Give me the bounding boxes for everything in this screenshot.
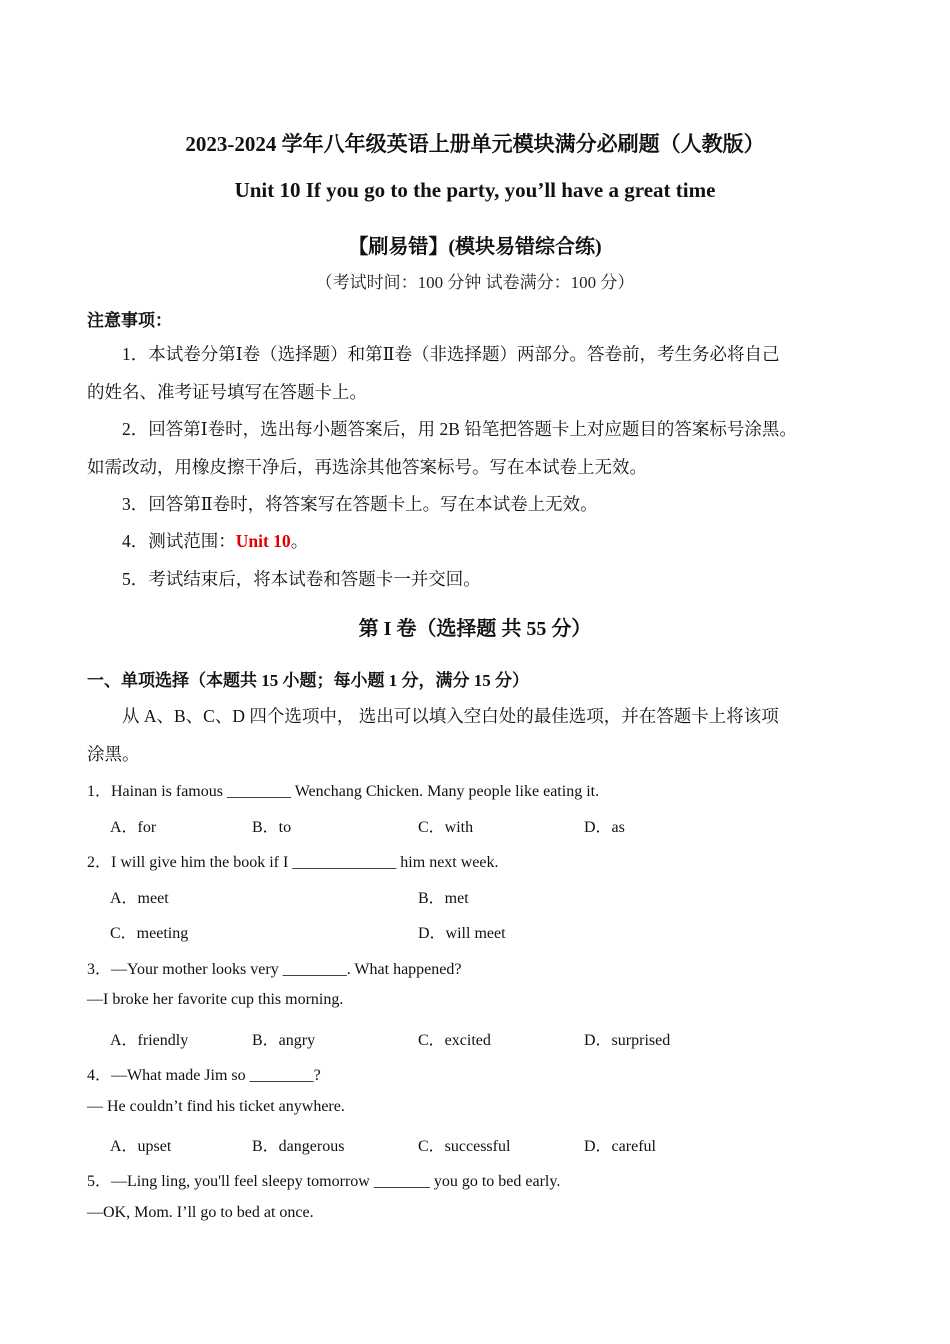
- question-3-stem: 3．—Your mother looks very ________. What happened?: [87, 961, 462, 978]
- note-item-4-suffix: 。: [290, 531, 309, 551]
- note-item-5: 5．考试结束后，将本试卷和答题卡一并交回。: [122, 569, 481, 589]
- question-5-reply: —OK, Mom. I’ll go to bed at once.: [87, 1204, 314, 1221]
- instruction-line-2: 涂黑。: [87, 744, 140, 764]
- document-title: 2023-2024 学年八年级英语上册单元模块满分必刷题（人教版）: [185, 132, 765, 156]
- note-item-3: 3．回答第Ⅱ卷时，将答案写在答题卡上。写在本试卷上无效。: [122, 494, 598, 514]
- question-2-option-b: B．met: [418, 890, 469, 907]
- note-item-2-line-1: 2．回答第Ⅰ卷时，选出每小题答案后，用 2B 铅笔把答题卡上对应题目的答案标号涂黑。: [122, 419, 797, 439]
- question-4-option-b: B．dangerous: [252, 1138, 345, 1155]
- question-2-option-c: C．meeting: [110, 925, 189, 942]
- note-item-1-line-2: 的姓名、准考证号填写在答题卡上。: [87, 382, 367, 402]
- question-1-option-b: B．to: [252, 819, 292, 836]
- unit-title: Unit 10 If you go to the party, you’ll have a great time: [234, 178, 716, 202]
- question-4-stem: 4．—What made Jim so ________?: [87, 1067, 321, 1084]
- question-1-option-c: C．with: [418, 819, 474, 836]
- module-title: 【刷易错】(模块易错综合练): [348, 236, 602, 258]
- note-item-4-prefix: 4．测试范围：: [122, 531, 236, 551]
- note-item-2-line-2: 如需改动，用橡皮擦干净后，再选涂其他答案标号。写在本试卷上无效。: [87, 457, 647, 477]
- question-3-option-d: D．surprised: [584, 1032, 671, 1049]
- instruction-line-1: 从 A、B、C、D 四个选项中， 选出可以填入空白处的最佳选项，并在答题卡上将该项: [122, 706, 779, 726]
- question-3-reply: —I broke her favorite cup this morning.: [87, 991, 344, 1008]
- question-4-reply: — He couldn’t find his ticket anywhere.: [87, 1098, 345, 1115]
- question-3-option-b: B．angry: [252, 1032, 316, 1049]
- question-4-option-a: A．upset: [110, 1138, 172, 1155]
- question-2-stem: 2．I will give him the book if I _____________ him next week.: [87, 854, 499, 871]
- note-item-4: [122, 528, 907, 553]
- note-item-1-line-1: 1．本试卷分第Ⅰ卷（选择题）和第Ⅱ卷（非选择题）两部分。答卷前，考生务必将自己: [122, 344, 780, 364]
- question-3-option-a: A．friendly: [110, 1032, 189, 1049]
- question-4-option-c: C．successful: [418, 1138, 511, 1155]
- part-1-heading: 一、单项选择（本题共 15 小题；每小题 1 分，满分 15 分）: [87, 671, 529, 690]
- test-scope: Unit 10: [235, 531, 291, 551]
- question-4-option-d: D．careful: [584, 1138, 656, 1155]
- question-5-stem: 5．—Ling ling, you'll feel sleepy tomorrow _______ you go to bed early.: [87, 1173, 561, 1190]
- question-2-option-d: D．will meet: [418, 925, 506, 942]
- question-3-option-c: C．excited: [418, 1032, 491, 1049]
- question-1-stem: 1．Hainan is famous ________ Wenchang Chicken. Many people like eating it.: [87, 783, 600, 800]
- section-title: 第 I 卷（选择题 共 55 分）: [358, 618, 592, 640]
- exam-info: （考试时间：100 分钟 试卷满分：100 分）: [315, 273, 635, 292]
- question-1-option-a: A．for: [110, 819, 157, 836]
- question-1-option-d: D．as: [584, 819, 625, 836]
- question-2-option-a: A．meet: [110, 890, 169, 907]
- notes-heading: 注意事项：: [87, 311, 172, 330]
